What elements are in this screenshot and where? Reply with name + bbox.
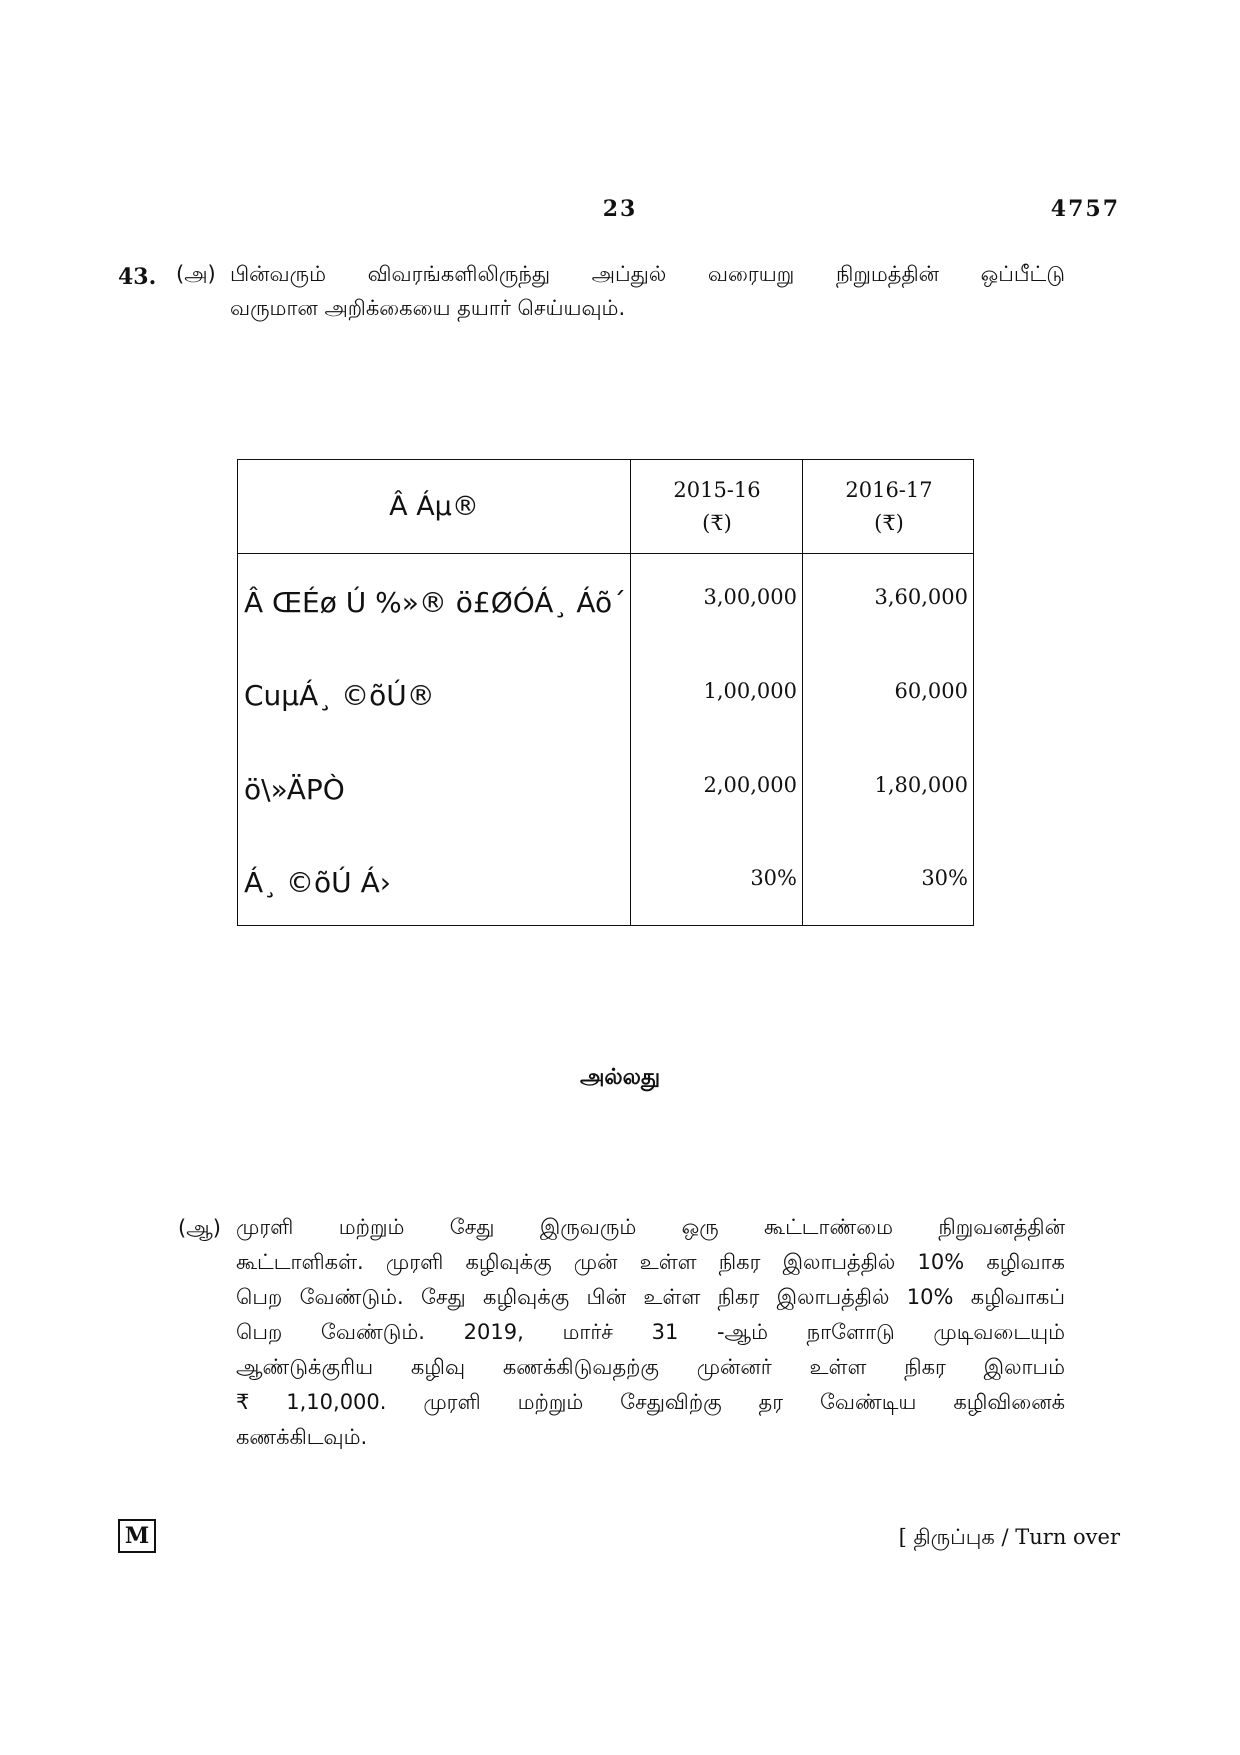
question-b-line: கணக்கிடவும். [236,1425,368,1449]
table-header-year-2-unit: (₹) [874,511,904,535]
question-b-line: பெற வேண்டும். சேது கழிவுக்கு பின் உள்ள நிகர இலாபத்தில் 10% கழிவாகப் [236,1285,1065,1309]
table-header-year-2 [803,474,975,540]
table-cell-2015-16: 3,00,000 [703,585,797,609]
question-b-label: (ஆ) [178,1216,221,1240]
table-header-year-1-unit: (₹) [702,511,732,535]
medium-mark-box: M [118,1519,156,1553]
table-row-label: ö\»ÄPÒ [244,773,345,806]
table-row-label: Â ŒÉø Ú %»® ö£ØÓÁ¸ Áõ´ [244,586,627,619]
question-b-line: ஆண்டுக்குரிய கழிவு கணக்கிடுவதற்கு முன்னர் உள்ள நிகர இலாபம் [236,1355,1065,1379]
table-header-divider [238,553,973,554]
page-number: 23 [602,196,638,222]
table-cell-2016-17: 30% [921,866,968,890]
or-separator: அல்லது [579,1065,661,1090]
table-row-label: Á¸ ©õÚ Á› [244,866,391,899]
question-b-line: ₹ 1,10,000. முரளி மற்றும் சேதுவிற்கு தர வேண்டிய கழிவினைக் [236,1390,1065,1414]
table-cell-2016-17: 3,60,000 [874,585,968,609]
question-b-line: முரளி மற்றும் சேது இருவரும் ஒரு கூட்டாண்மை நிறுவனத்தின் [236,1215,1065,1239]
table-cell-2016-17: 1,80,000 [874,773,968,797]
table-cell-2015-16: 2,00,000 [703,773,797,797]
table-cell-2015-16: 30% [750,866,797,890]
table-row-label: CuµÁ¸ ©õÚ® [244,679,435,712]
table-header-year-1-label: 2015-16 [673,478,761,502]
question-a-line: வருமான அறிக்கையை தயார் செய்யவும். [230,296,626,320]
data-table [237,459,974,926]
table-header-year-1 [631,474,803,540]
table-cell-2015-16: 1,00,000 [703,679,797,703]
table-cell-2016-17: 60,000 [894,679,968,703]
paper-code: 4757 [1050,196,1120,222]
table-header-year-2-label: 2016-17 [845,478,933,502]
question-number: 43. [118,264,157,290]
question-b-line: கூட்டாளிகள். முரளி கழிவுக்கு முன் உள்ள நிகர இலாபத்தில் 10% கழிவாக [236,1250,1065,1274]
turn-over-note: [ திருப்புக / Turn over [898,1525,1120,1549]
table-header-particulars: Â Áµ® [389,491,479,522]
question-a-label: (அ) [176,262,216,286]
question-a-line: பின்வரும் விவரங்களிலிருந்து அப்துல் வரையறு நிறுமத்தின் ஒப்பீட்டு [230,262,1065,286]
question-b-line: பெற வேண்டும். 2019, மார்ச் 31 -ஆம் நாளோடு முடிவடையும் [236,1320,1065,1344]
